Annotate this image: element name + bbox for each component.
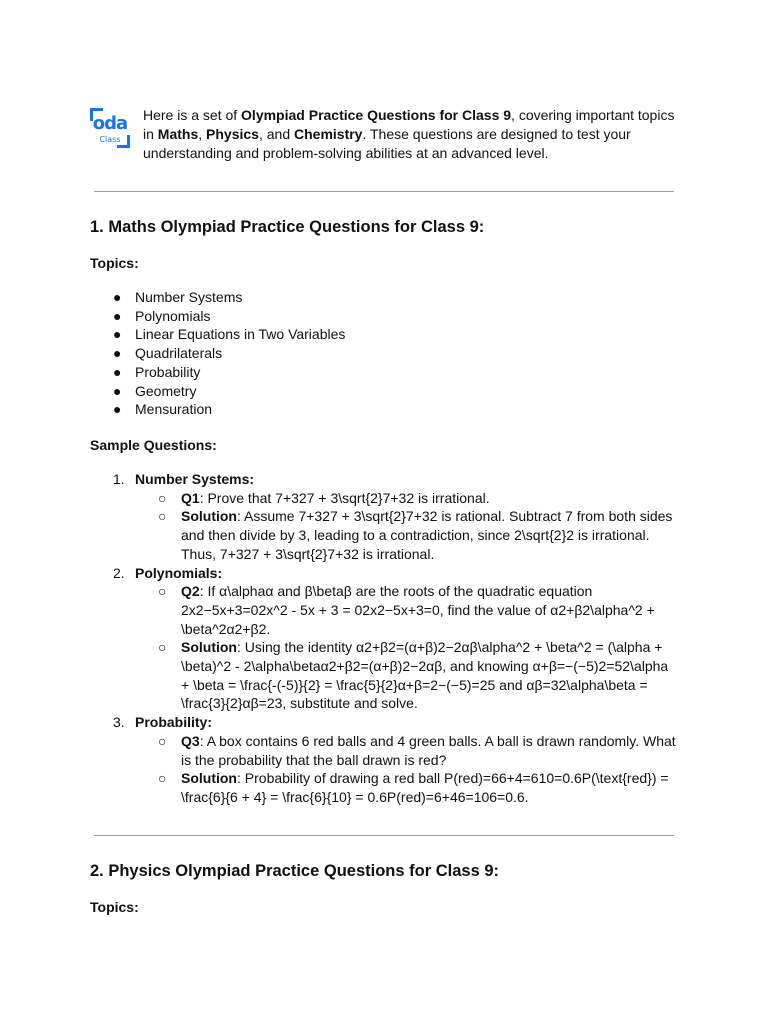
sample-questions-list	[113, 470, 678, 807]
topic-item: ● Mensuration	[113, 401, 213, 418]
intro-text-2: , covering important topics in	[143, 107, 675, 142]
logo-oda-text: oda	[92, 113, 128, 134]
section1-topics-list	[113, 288, 345, 419]
section2-heading: 2. Physics Olympiad Practice Questions for Class 9:	[90, 862, 499, 880]
intro-bold-physics: Physics	[206, 126, 259, 142]
intro-text-3: ,	[198, 126, 207, 142]
topic-item: ● Polynomials	[113, 307, 211, 324]
intro-text-4: , and	[258, 126, 294, 142]
section2-topics-label: Topics:	[90, 899, 139, 915]
topic-item: ● Linear Equations in Two Variables	[113, 326, 346, 343]
question-line: ○ Q3: A box contains 6 red balls and 4 green balls. A ball is drawn randomly. What is the probability that the ball drawn is red?	[158, 732, 676, 768]
intro-text-5: . These questions are designed to test your understanding and problem-solving abilities at an advanced level.	[143, 126, 631, 161]
topic-item: ● Geometry	[113, 382, 197, 399]
solution-line: ○ Solution: Probability of drawing a red ball P(red)=66+4=610=0.6P(\text{red}) = \frac{6}{6 + 4} = \frac{6}{10} = 0.6P(red)=6+46=106=0.6.	[158, 770, 669, 805]
logo-class-text: Class	[99, 135, 121, 144]
section1-samples-label: Sample Questions:	[90, 437, 217, 453]
intro-text-1: Here is a set of	[143, 107, 242, 123]
topic-item: ● Probability	[113, 363, 201, 380]
solution-line: ○ Solution: Using the identity α2+β2=(α+β)2−2αβ\alpha^2 + \beta^2 = (\alpha + \beta)^2 - 2\alpha\betaα2+β2=(α+β)2−2αβ, and knowing α+β=−(−5)2=52\alpha + \beta = \frac{-(-5)}{2} = \frac{5}{2}α+β=2−(−5)=25 and αβ=32\alpha\beta = \frac{3}{2}αβ=23, substitute and solve.	[158, 639, 669, 712]
solution-line: ○ Solution: Assume 7+327 + 3\sqrt{2}7+32 is rational. Subtract 7 from both sides and then divide by 3, leading to a contradiction, since 2\sqrt{2}2 is irrational. Thus, 7+327 + 3\sqrt{2}7+32 is irrational.	[158, 508, 673, 562]
question-group: 1. Number Systems: ○ Q1: Prove that 7+327 + 3\sqrt{2}7+32 is irrational. ○ Solution: Assume 7+327 + 3\sqrt{2}7+32 is rational. Subtract 7 from both sides and then divide by 3, leading to a contradiction, since 2\sqrt{2}2 is irrational. Thus, 7+327 + 3\sqrt{2}7+32 is irrational.	[113, 470, 678, 564]
oda-class-logo	[90, 108, 130, 148]
intro-bold-maths: Maths	[157, 126, 199, 142]
section1-topics-label: Topics:	[90, 255, 139, 271]
topic-item: ● Number Systems	[113, 289, 243, 305]
question-line: ○ Q2: If α\alphaα and β\betaβ are the roots of the quadratic equation 2x2−5x+3=02x^2 - 5x + 3 = 02x2−5x+3=0, find the value of α2+β2\alpha^2 + \beta^2α2+β2.	[158, 583, 655, 637]
intro-paragraph	[143, 106, 678, 163]
question-line: ○ Q1: Prove that 7+327 + 3\sqrt{2}7+32 is irrational.	[158, 489, 490, 506]
section1-heading: 1. Maths Olympiad Practice Questions for Class 9:	[90, 218, 485, 236]
intro-bold-chemistry: Chemistry	[294, 126, 363, 142]
topic-item: ● Quadrilaterals	[113, 345, 223, 362]
question-group: 3. Probability: ○ Q3: A box contains 6 red balls and 4 green balls. A ball is drawn randomly. What is the probability that the ball drawn is red? ○ Solution: Probability of drawing a red ball P(red)=66+4=610=0.6P(\text{red}) = \frac{6}{6 + 4} = \frac{6}{10} = 0.6P(red)=6+46=106=0.6.	[113, 713, 678, 807]
question-group: 2. Polynomials: ○ Q2: If α\alphaα and β\betaβ are the roots of the quadratic equation 2x2−5x+3=02x^2 - 5x + 3 = 02x2−5x+3=0, find the value of α2+β2\alpha^2 + \beta^2α2+β2. ○ Solution: Using the identity α2+β2=(α+β)2−2αβ\alpha^2 + \beta^2 = (\alpha + \beta)^2 - 2\alpha\betaα2+β2=(α+β)2−2αβ, and knowing α+β=−(−5)2=52\alpha + \beta = \frac{-(-5)}{2} = \frac{5}{2}α+β=2−(−5)=25 and αβ=32\alpha\beta = \frac{3}{2}αβ=23, substitute and solve.	[113, 564, 678, 714]
divider-1	[94, 191, 674, 192]
divider-2	[94, 835, 674, 836]
intro-bold-olympiad: Olympiad Practice Questions for Class 9	[241, 107, 512, 123]
